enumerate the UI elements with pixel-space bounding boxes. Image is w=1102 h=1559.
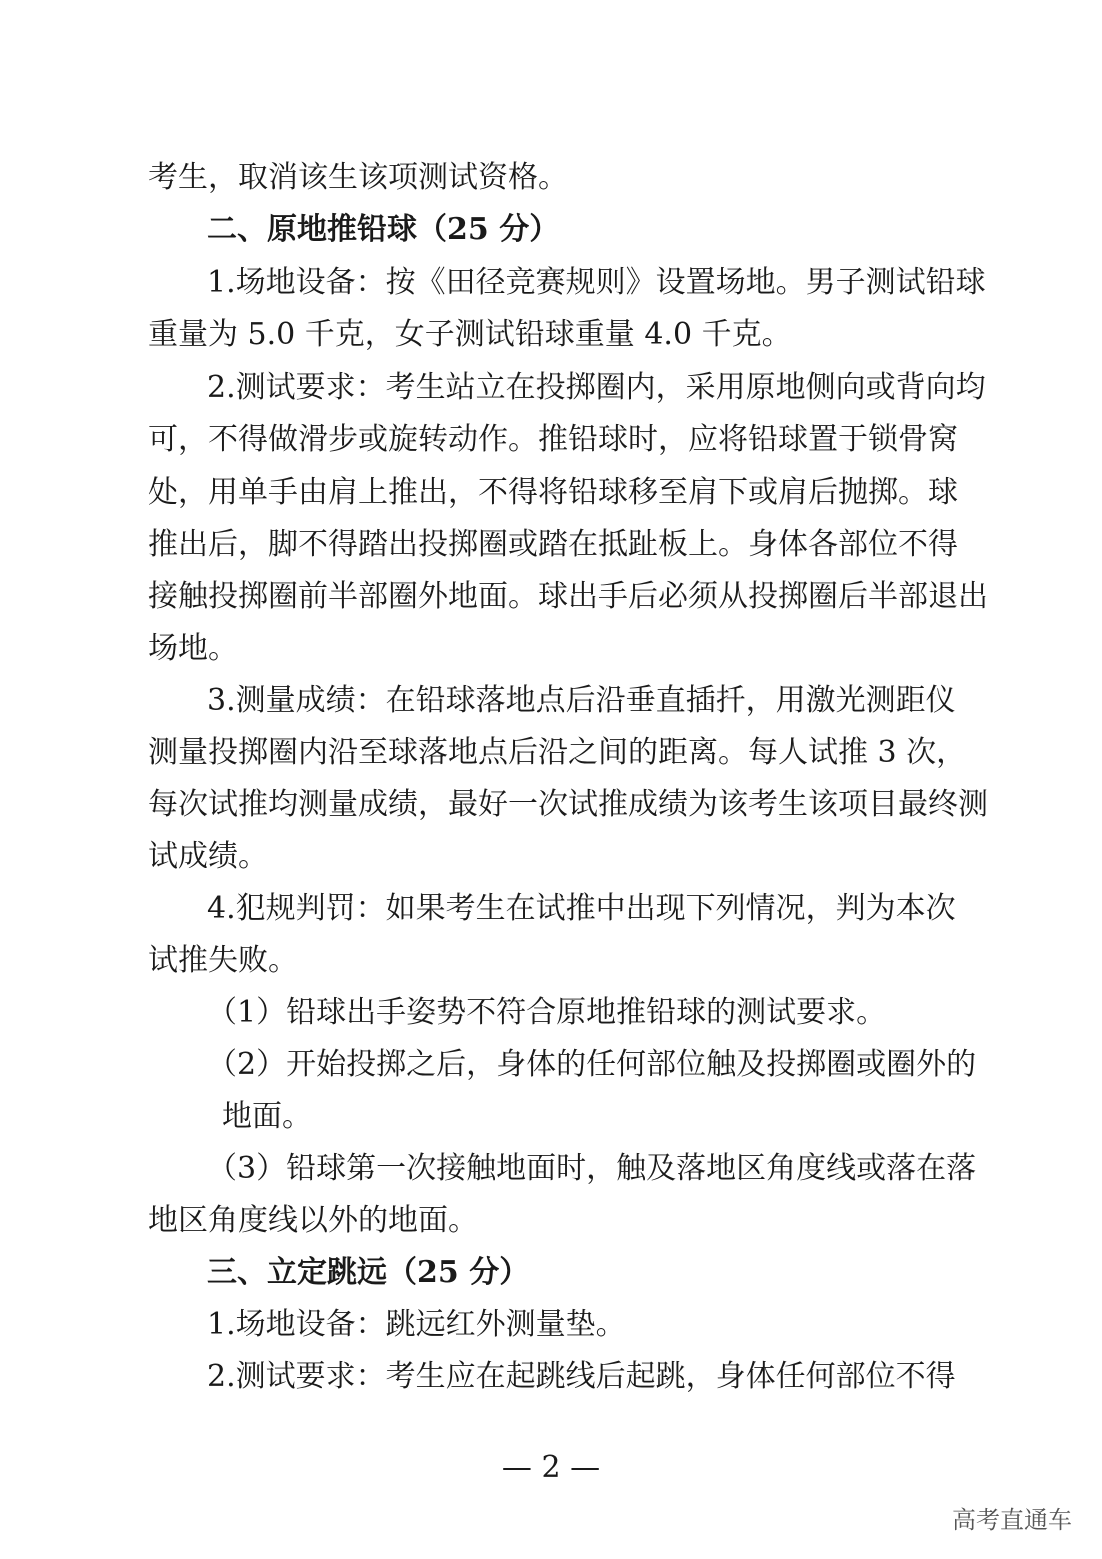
text-line: 4.犯规判罚：如果考生在试推中出现下列情况，判为本次: [207, 891, 956, 926]
page-number: — 2 —: [501, 1450, 601, 1485]
text-line: 试成绩。: [148, 839, 268, 874]
watermark: 高考直通车: [952, 1506, 1072, 1534]
text-line: 重量为 5.0 千克，女子测试铅球重量 4.0 千克。: [148, 317, 792, 352]
list-item: （3）铅球第一次接触地面时，触及落地区角度线或落在落: [207, 1151, 977, 1186]
text-line: 2.测试要求：考生应在起跳线后起跳，身体任何部位不得: [207, 1359, 956, 1394]
text-line: 可，不得做滑步或旋转动作。推铅球时，应将铅球置于锁骨窝: [148, 422, 958, 457]
text-line: 试推失败。: [148, 943, 298, 978]
text-line: 处，用单手由肩上推出，不得将铅球移至肩下或肩后抛掷。球: [148, 475, 958, 510]
text-line: 考生，取消该生该项测试资格。: [148, 160, 568, 195]
section-heading: 三、立定跳远（25 分）: [207, 1255, 530, 1290]
list-item-continuation: 地面。: [222, 1099, 312, 1134]
text-line: 场地。: [148, 631, 238, 666]
text-line: 2.测试要求：考生站立在投掷圈内，采用原地侧向或背向均: [207, 370, 986, 405]
list-item: （1）铅球出手姿势不符合原地推铅球的测试要求。: [207, 995, 887, 1030]
text-line: 每次试推均测量成绩，最好一次试推成绩为该考生该项目最终测: [148, 787, 988, 822]
text-line: 接触投掷圈前半部圈外地面。球出手后必须从投掷圈后半部退出: [148, 579, 988, 614]
text-line: 1.场地设备：跳远红外测量垫。: [207, 1307, 626, 1342]
list-item-continuation: 地区角度线以外的地面。: [148, 1203, 478, 1238]
text-line: 推出后，脚不得踏出投掷圈或踏在抵趾板上。身体各部位不得: [148, 527, 958, 562]
section-heading: 二、原地推铅球（25 分）: [207, 212, 560, 247]
text-line: 测量投掷圈内沿至球落地点后沿之间的距离。每人试推 3 次，: [148, 735, 967, 770]
list-item: （2）开始投掷之后，身体的任何部位触及投掷圈或圈外的: [207, 1047, 977, 1082]
text-line: 1.场地设备：按《田径竞赛规则》设置场地。男子测试铅球: [207, 265, 986, 300]
text-line: 3.测量成绩：在铅球落地点后沿垂直插扦，用激光测距仪: [207, 683, 956, 718]
